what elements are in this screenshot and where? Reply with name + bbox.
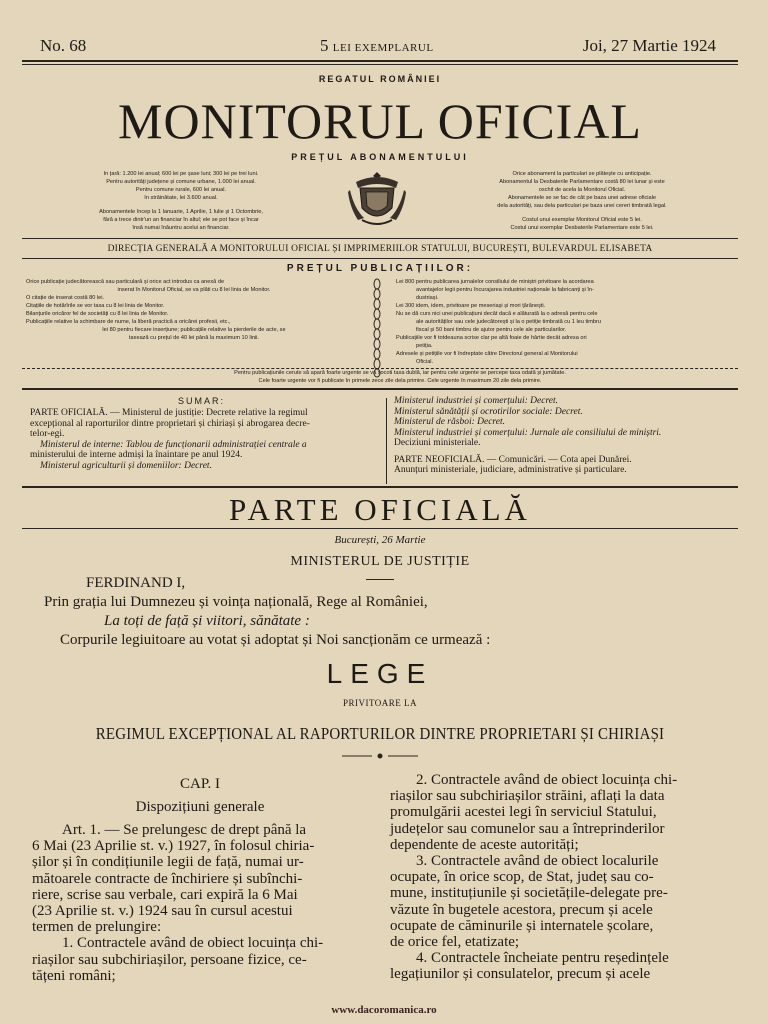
masthead-top-line [22,28,738,54]
body-line: riașilor sau subchiriașilor, persoane fizice, ce- [32,951,307,968]
publications-right-line: Nu se dă curs nici unei publicațiuni decât dacă e alăturată la o adresă pentru cele [396,311,598,317]
ornament-divider-icon [342,752,418,760]
issue-number: No. 68 [40,36,87,55]
summary-left-line: PARTE OFICIALĂ. — Ministerul de justiție: Decrete relative la regimul [30,408,308,418]
body-line: ocupate de căminurile și internatele școlare, [390,917,654,934]
publications-left-line: Citațiile de hotărîrile se vor taxa cu 8 lei linia de Monitor. [26,303,165,309]
body-right-column [390,772,734,983]
subscription-left-line: însă numai înăuntru acelui an financiar. [132,225,230,231]
king-grace: Prin grația lui Dumnezeu și voința națională, Rege al României, [44,594,428,610]
price-unit: LEI EXEMPLARUL [332,42,434,54]
ministry-heading: MINISTERUL DE JUSTIȚIE [290,554,470,569]
summary-right-line: Anunțuri ministeriale, judiciare, administrative și particulare. [394,465,627,475]
subscription-left-line: In străinătate, lei 3.600 anual. [144,195,218,201]
summary-rule [22,388,738,390]
body-line: promulgării acestei legi în serviciul Statului, [390,804,657,821]
body-line: 4. Contractele încheiate pentru reședințele [416,950,669,967]
subscription-left-line: In țară: 1.200 lei anual; 600 lei pe șase luni; 300 lei pe trei luni. [103,171,259,177]
law-subject: REGIMUL EXCEPȚIONAL AL RAPORTURILOR DINTRE PROPRIETARI ȘI CHIRIAȘI [95,724,665,743]
king-name: FERDINAND I, [86,575,186,591]
publications-right-line: Oficial. [416,359,434,365]
summary-right-line: Ministerul sănătății și ocrotirilor sociale: Decret. [394,406,583,417]
masthead-rule [22,60,738,62]
subscription-right-line: Abonamentul la Desbaterile Parlamentare costă 80 lei lunar și este [499,179,665,185]
section-heading-parte-oficiala: PARTE OFICIALĂ [229,492,531,527]
subscription-right-line: oschit de acela la Monitorul Oficial. [538,187,626,193]
publications-left [26,278,362,342]
subscription-right-line: Costul unui exemplar Desbaterile Parlamentare este 5 lei. [510,225,654,231]
parte-rule-bottom [22,528,738,529]
body-line: mune, instituțiunile și societățile-delegate pre- [390,885,668,902]
summary-left-line: telor-egi. [30,429,65,439]
subscription-right-line: Abonamentele se se fac de cât pe baza unei adrese oficiale [507,195,657,201]
subscription-left-line: Pentru comune rurale, 600 lei anual. [135,187,227,193]
body-line: dependente de aceste autorități; [390,836,579,853]
summary-left-line: excepțional al raporturilor dintre proprietari și chiriași și abrogarea decre- [30,418,310,429]
publications-left-line: Orice publicație judecătorească sau particulară și orice act introdus ca anexă de [26,279,225,285]
publications-left-line: inserat în Monitorul Oficial, se va plăti cu 8 lei linia de Monitor. [117,287,271,293]
subscription-left-line: fără a trece dintr'un an financiar în altul; ele se pot face și încar [103,217,259,223]
price-value: 5 [320,36,329,55]
summary-right-line: Ministerul de răsboi: Decret. [394,417,505,427]
subscription-right-line: dela autorități, sau dela particulari pe baza unei cereri timbrată legal. [497,203,667,209]
footer-url: www.dacoromanica.ro [331,1004,437,1016]
summary-right-line: Deciziuni ministeriale. [394,438,481,448]
publications-right-line: dustriași. [416,295,439,301]
subscription-heading: PREȚUL ABONAMENTULUI [291,152,469,162]
publications-right-line: Lei 300 idem, idem, privitoare pe meseriași și mori țărănești. [396,303,546,309]
publications-left-line: Bilanțurile oricăror fel de societăți cu 8 lei linia de Monitor. [26,311,169,317]
summary-left-line: ministerului de interne admiși la înaintare pe anul 1924. [30,450,243,460]
publications-right-line: ale autorităților sau cele judecătorești și la o petiție timbrată cu 1 leu timbru [416,319,601,325]
ministry-underline [366,579,394,580]
chapter-number: CAP. I [179,776,220,792]
direction-rule-bottom [22,258,738,259]
subscription-left-line: Abonamentele încep la 1 Ianuarie, 1 Aprilie, 1 Iulie și 1 Octombrie, [99,209,263,215]
publications-right-line: avantajelor legii pentru încurajarea industriei naționale la fabricanți și în- [416,287,594,293]
chain-divider-icon [370,278,384,378]
body-line: (23 Aprilie st. v.) 1924 sau în cursul acestui [32,903,293,920]
body-line: termen de prelungire: [32,919,162,936]
coat-of-arms-icon [348,168,406,228]
issue-date: Joi, 27 Martie 1924 [582,36,716,55]
body-line: ocupate, în orice scop, de Stat, județ sau co- [390,869,654,886]
publications-heading: PREȚUL PUBLICAȚIILOR: [286,263,474,274]
subscription-right-line: Orice abonament la particulari se plătește cu anticipație. [512,171,652,177]
urgent-note [62,369,738,385]
subscription-left-line: Pentru autorități județene și comune urbane, 1.000 lei anual. [106,179,256,185]
summary-heading: SUMAR: [178,396,226,406]
urgent-note-line: Cele foarte urgente vor fi publicate în primele zece zile dela primire. Cele urgente în maximum 20 zile dela primire. [258,378,542,384]
place-date: București, 26 Martie [334,534,426,546]
publications-left-line: O citație de inserat costă 80 lei. [26,295,105,301]
subscription-left [30,170,332,232]
publications-left-line: Publicațiile relative la schimbare de nume, la liberă practică a oricărei profesii, etc., [26,319,231,325]
king-address: La toți de față și viitori, sănătate : [104,613,310,629]
body-line: văzute în bugetele acestora, precum și acele [390,901,653,918]
body-line: tățeni români; [32,967,116,984]
newspaper-title: MONITORUL OFICIAL [118,93,642,149]
subscription-right [426,170,738,232]
subscription-right-line: Costul unui exemplar Monitorul Oficial este 5 lei. [522,217,642,223]
publications-right-line: fiscal și 50 bani timbru de ajutor pentru cele ale particularilor. [416,327,567,333]
body-left-column [32,822,368,984]
body-line: județelor sau comunelor sau a întreprinderilor [390,820,665,837]
summary-left-line: Ministerul de interne: Tablou de funcționarii administrației centrale a [40,439,307,450]
body-line: șilor și în condițiunile legii de față, numai ur- [32,854,304,871]
direction-rule-top [22,238,738,239]
summary-column-divider [386,398,387,484]
summary-right-line: Ministerul industriei și comerțului: Decret. [394,396,559,406]
summary-left-line: Ministerul agriculturii și domeniilor: Decret. [40,460,212,471]
parte-rule-top [22,486,738,488]
summary-right [394,396,738,476]
summary-left [30,408,376,471]
summary-right-line: PARTE NEOFICIALĂ. — Comunicări. — Cota apei Dunărei. [394,454,632,465]
masthead-rule-thin [22,64,738,65]
kingdom-line: REGATUL ROMÂNIEI [318,74,442,84]
publications-right-line: Lei 800 pentru publicarea jurnalelor consiliului de miniștri privitoare la acordarea [396,279,594,285]
publications-right-line: petiția. [416,343,433,349]
body-line: 2. Contractele având de obiect locuința chi- [416,772,678,788]
body-line: Art. 1. — Se prelungesc de drept până la [62,822,307,838]
publications-right-line: Adresele și petițiile vor fi îndreptate către Directorul general al Monitorului [396,351,578,357]
publications-left-line: lei 80 pentru fiecare inserțiune; publicațiile relative la pierderile de acte, se [102,327,286,333]
enactment-formula: Corpurile legiuitoare au votat și adoptat și Noi sancționăm ce urmează : [60,632,491,648]
summary-right-line: Ministerul industriei și comerțului: Jurnale ale consiliului de miniștri. [394,427,662,438]
body-line: 6 Mai (23 Aprilie st. v.) 1927, în folosul chiria- [32,838,315,855]
body-line: 3. Contractele având de obiect localurile [416,853,659,870]
publications-right-line: Publicațiile vor fi totdeauna scrise clar pe altă foaie de hârtie decât adresa ori [396,335,587,341]
body-line: 1. Contractele având de obiect locuința chi- [62,935,324,952]
direction-line: DIRECȚIA GENERALĂ A MONITORULUI OFICIAL ȘI IMPRIMERIILOR STATULUI, BUCUREȘTI, BULEVARDUL ELISABETA [107,244,653,254]
body-line: de orice fel, etatizate; [390,934,520,951]
publications-left-line: taxează cu prețul de 40 lei până la maximum 10 linii. [129,335,259,341]
publications-right [396,278,738,366]
body-line: riașilor sau subchiriașilor străini, aflați la data [390,788,665,805]
law-title: LEGE [326,658,434,689]
body-line: legațiunilor și consulatelor, precum și acele [390,966,651,983]
body-line: riere, scrise sau verbale, cari expiră la 6 Mai [32,886,298,903]
issue-price [320,36,434,56]
body-line: mătoarele contracte de închiriere și subînchi- [32,870,303,887]
chapter-title: Dispozițiuni generale [135,799,265,815]
law-regarding: PRIVITOARE LA [342,698,418,708]
urgent-note-line: Pentru publicațiunile cerute să apară foarte urgente se va socoti taxa dublă, iar pentru cele urgente se percepe taxa odată și jumătate. [234,370,566,376]
